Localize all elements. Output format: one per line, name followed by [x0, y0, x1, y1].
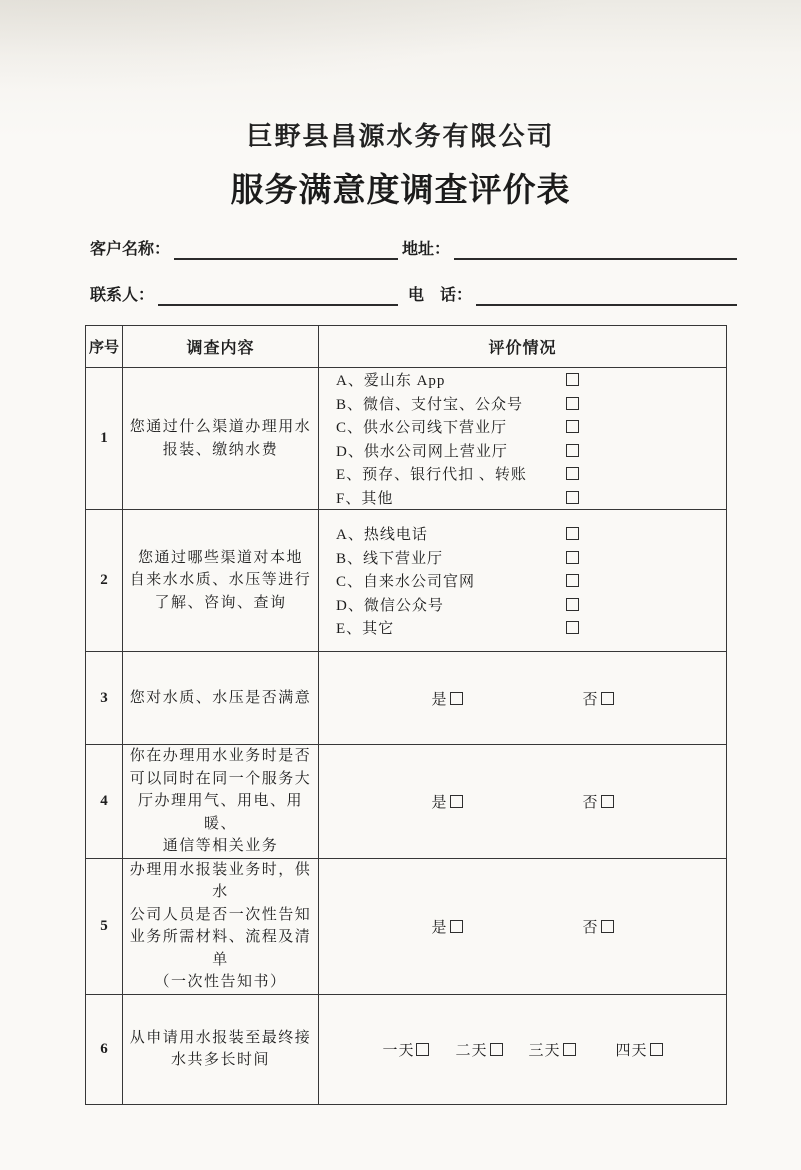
option-item — [336, 439, 726, 463]
option-label: F、其他 — [336, 490, 394, 507]
header-content: 调查内容 — [123, 326, 319, 368]
option-label: 是 — [431, 794, 448, 811]
evaluation-cell — [319, 652, 727, 745]
question-cell — [123, 745, 319, 859]
checkbox[interactable] — [450, 795, 463, 808]
table-row — [86, 994, 727, 1104]
checkbox[interactable] — [566, 527, 579, 540]
option-item — [336, 368, 726, 392]
option-label: 四天 — [615, 1042, 648, 1059]
evaluation-cell — [319, 510, 727, 652]
option-label: 二天 — [455, 1042, 488, 1059]
address-field[interactable] — [454, 238, 737, 260]
checkbox[interactable] — [450, 692, 463, 705]
question-text: 从申请用水报装至最终接 水共多长时间 — [129, 1029, 312, 1068]
option-label: 是 — [431, 691, 448, 708]
field-row-1 — [90, 233, 737, 260]
option-item — [431, 791, 462, 812]
checkbox[interactable] — [566, 444, 579, 457]
checkbox[interactable] — [601, 920, 614, 933]
checkbox[interactable] — [566, 420, 579, 433]
row-number: 2 — [86, 510, 123, 652]
checkbox[interactable] — [490, 1043, 503, 1056]
header-no: 序号 — [86, 326, 123, 368]
option-label: C、供水公司线下营业厅 — [336, 420, 508, 437]
option-list — [319, 522, 726, 640]
option-label: A、爱山东 App — [336, 373, 446, 390]
option-item — [529, 1039, 576, 1060]
question-cell — [123, 858, 319, 994]
checkbox[interactable] — [416, 1043, 429, 1056]
option-label: 否 — [582, 691, 599, 708]
header-fields — [90, 233, 737, 306]
checkbox[interactable] — [566, 621, 579, 634]
option-group — [319, 688, 726, 709]
table-row — [86, 745, 727, 859]
option-item — [336, 616, 726, 640]
question-cell — [123, 652, 319, 745]
evaluation-cell — [319, 368, 727, 510]
question-text: 你在办理用水业务时是否 可以同时在同一个服务大 厅办理用气、用电、用暖、 通信等相关业务 — [129, 748, 312, 854]
option-group — [319, 916, 726, 937]
option-label: E、预存、银行代扣 、转账 — [336, 467, 527, 484]
evaluation-cell — [319, 745, 727, 859]
option-list — [319, 368, 726, 509]
row-number: 1 — [86, 368, 123, 510]
question-text: 您对水质、水压是否满意 — [129, 689, 312, 706]
option-item — [455, 1039, 502, 1060]
checkbox[interactable] — [566, 467, 579, 480]
checkbox[interactable] — [601, 692, 614, 705]
field-row-2 — [90, 279, 737, 306]
title-block — [0, 116, 801, 211]
option-group — [319, 791, 726, 812]
checkbox[interactable] — [601, 795, 614, 808]
row-number: 5 — [86, 858, 123, 994]
checkbox[interactable] — [566, 598, 579, 611]
option-group — [319, 1039, 726, 1060]
option-label: C、自来水公司官网 — [336, 574, 476, 590]
phone-field[interactable] — [476, 284, 737, 306]
option-label: 一天 — [382, 1042, 415, 1059]
row-number: 3 — [86, 652, 123, 745]
option-label: 否 — [582, 919, 599, 936]
checkbox[interactable] — [563, 1043, 576, 1056]
option-label: 三天 — [528, 1042, 561, 1059]
option-item — [382, 1039, 429, 1060]
checkbox[interactable] — [566, 373, 579, 386]
option-item — [336, 462, 726, 486]
option-item — [336, 392, 726, 416]
survey-table-body — [86, 368, 727, 1105]
option-item — [583, 791, 614, 812]
header-evaluation: 评价情况 — [319, 326, 727, 368]
survey-table — [85, 325, 727, 1105]
option-item — [431, 688, 462, 709]
option-label: B、微信、支付宝、公众号 — [336, 396, 524, 413]
option-label: E、其它 — [336, 621, 395, 637]
customer-name-field[interactable] — [174, 238, 398, 260]
company-title: 巨野县昌源水务有限公司 — [246, 121, 555, 151]
table-row — [86, 510, 727, 652]
option-item — [336, 415, 726, 439]
question-text: 您通过哪些渠道对本地 自来水水质、水压等进行 了解、咨询、查询 — [129, 549, 312, 611]
option-item — [336, 545, 726, 569]
row-number: 4 — [86, 745, 123, 859]
checkbox[interactable] — [566, 574, 579, 587]
option-item — [336, 592, 726, 616]
table-row — [86, 652, 727, 745]
checkbox[interactable] — [566, 551, 579, 564]
option-label: A、热线电话 — [336, 527, 428, 543]
checkbox[interactable] — [566, 397, 579, 410]
phone-label: 电 话： — [408, 287, 473, 304]
contact-label: 联系人： — [90, 287, 155, 304]
question-cell — [123, 510, 319, 652]
checkbox[interactable] — [566, 491, 579, 504]
option-item — [336, 522, 726, 546]
option-label: D、微信公众号 — [336, 597, 444, 614]
option-label: D、供水公司网上营业厅 — [336, 443, 508, 460]
option-label: 是 — [431, 919, 448, 936]
option-label: 否 — [582, 794, 599, 811]
option-label: B、线下营业厅 — [336, 550, 444, 567]
question-text: 办理用水报装业务时，供水 公司人员是否一次性告知 业务所需材料、流程及清单 （一次性告知书） — [129, 861, 312, 990]
survey-table-header — [86, 326, 727, 368]
customer-name-label: 客户名称： — [90, 241, 171, 258]
table-row — [86, 368, 727, 510]
table-row — [86, 858, 727, 994]
option-item — [583, 688, 614, 709]
form-title: 服务满意度调查评价表 — [230, 171, 571, 208]
contact-field[interactable] — [158, 284, 398, 306]
row-number: 6 — [86, 994, 123, 1104]
checkbox[interactable] — [650, 1043, 663, 1056]
question-text: 您通过什么渠道办理用水 报装、缴纳水费 — [129, 419, 312, 458]
question-cell — [123, 994, 319, 1104]
evaluation-cell — [319, 858, 727, 994]
evaluation-cell — [319, 994, 727, 1104]
checkbox[interactable] — [450, 920, 463, 933]
option-item — [583, 916, 614, 937]
option-item — [336, 486, 726, 510]
address-label: 地址： — [402, 241, 451, 258]
question-cell — [123, 368, 319, 510]
option-item — [336, 569, 726, 593]
option-item — [431, 916, 462, 937]
option-item — [616, 1039, 663, 1060]
